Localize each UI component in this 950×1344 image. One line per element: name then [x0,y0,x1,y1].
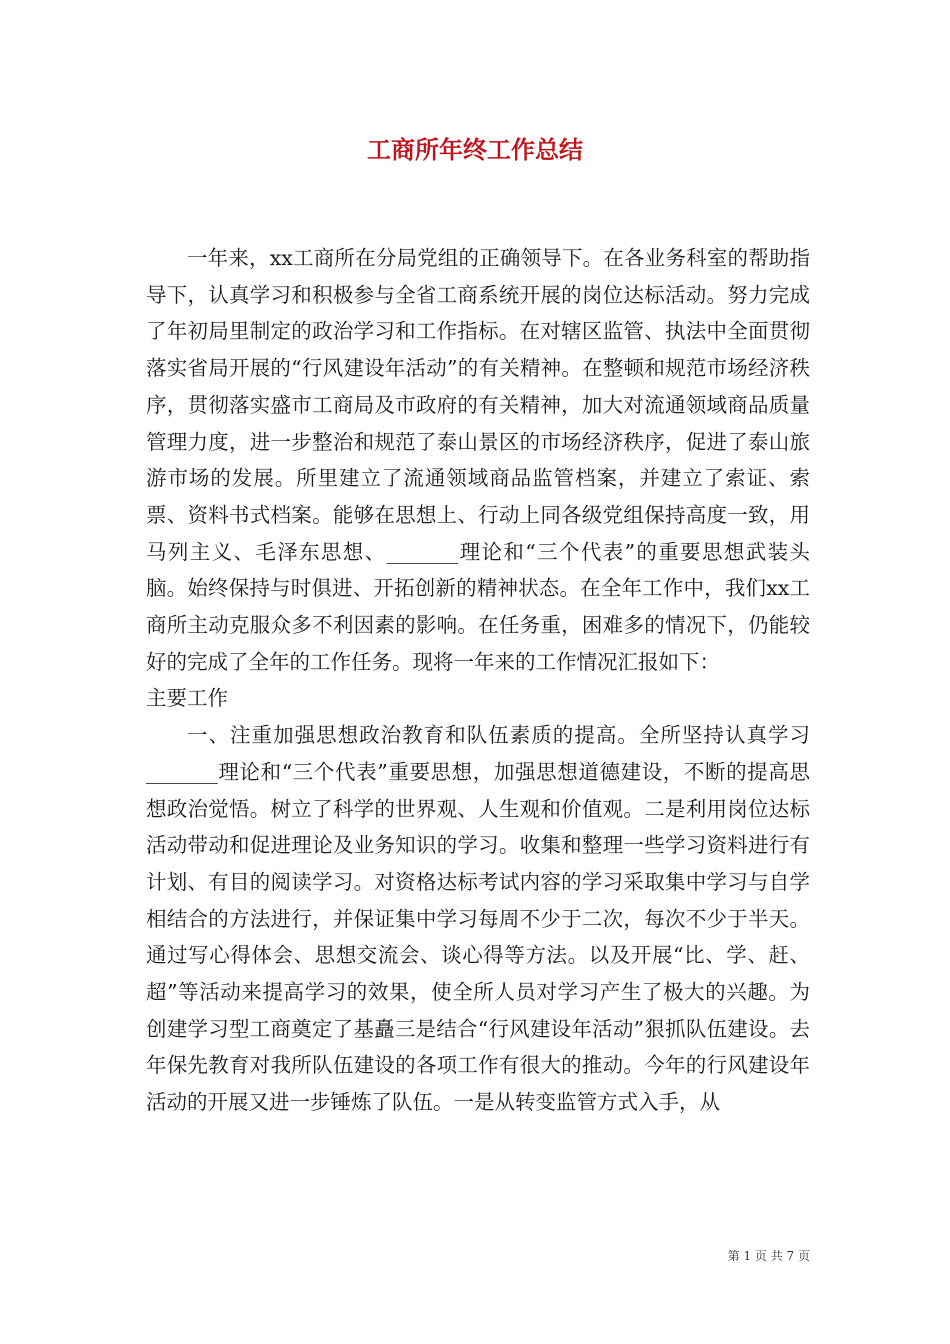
paragraph-intro: 一年来，xx工商所在分局党组的正确领导下。在各业务科室的帮助指导下，认真学习和积极参与全省工商系统开展的岗位达标活动。努力完成了年初局里制定的政治学习和工作指标。在对辖区监管、执法中全面贯彻落实省局开展的“行风建设年活动”的有关精神。在整顿和规范市场经济秩序，贯彻落实盛市工商局及市政府的有关精神，加大对流通领域商品质量管理力度，进一步整治和规范了泰山景区的市场经济秩序，促进了泰山旅游市场的发展。所里建立了流通领域商品监管档案，并建立了索证、索票、资料书式档案。能够在思想上、行动上同各级党组保持高度一致，用马列主义、毛泽东思想、_______理论和“三个代表”的重要思想武装头脑。始终保持与时俱进、开拓创新的精神状态。在全年工作中，我们xx工商所主动克服众多不利因素的影响。在任务重，困难多的情况下，仍能较好的完成了全年的工作任务。现将一年来的工作情况汇报如下： [146,246,810,674]
paragraph-section-one: 一、注重加强思想政治教育和队伍素质的提高。全所坚持认真学习_______理论和“三个代表”重要思想，加强思想道德建设，不断的提高思想政治觉悟。树立了科学的世界观、人生观和价值观。二是利用岗位达标活动带动和促进理论及业务知识的学习。收集和整理一些学习资料进行有计划、有目的阅读学习。对资格达标考试内容的学习采取集中学习与自学相结合的方法进行，并保证集中学习每周不少于二次，每次不少于半天。通过写心得体会、思想交流会、谈心得等方法。以及开展“比、学、赶、超”等活动来提高学习的效果，使全所人员对学习产生了极大的兴趣。为创建学习型工商奠定了基矗三是结合“行风建设年活动”狠抓队伍建设。去年保先教育对我所队伍建设的各项工作有很大的推动。今年的行风建设年活动的开展又进一步锤炼了队伍。一是从转变监管方式入手，从 [146,723,810,1115]
document-body [146,240,810,1121]
paragraph-heading-main-work: 主要工作 [146,686,228,711]
document-title: 工商所年终工作总结 [367,135,583,164]
page-number: 第 1 页 共 7 页 [727,1249,810,1263]
